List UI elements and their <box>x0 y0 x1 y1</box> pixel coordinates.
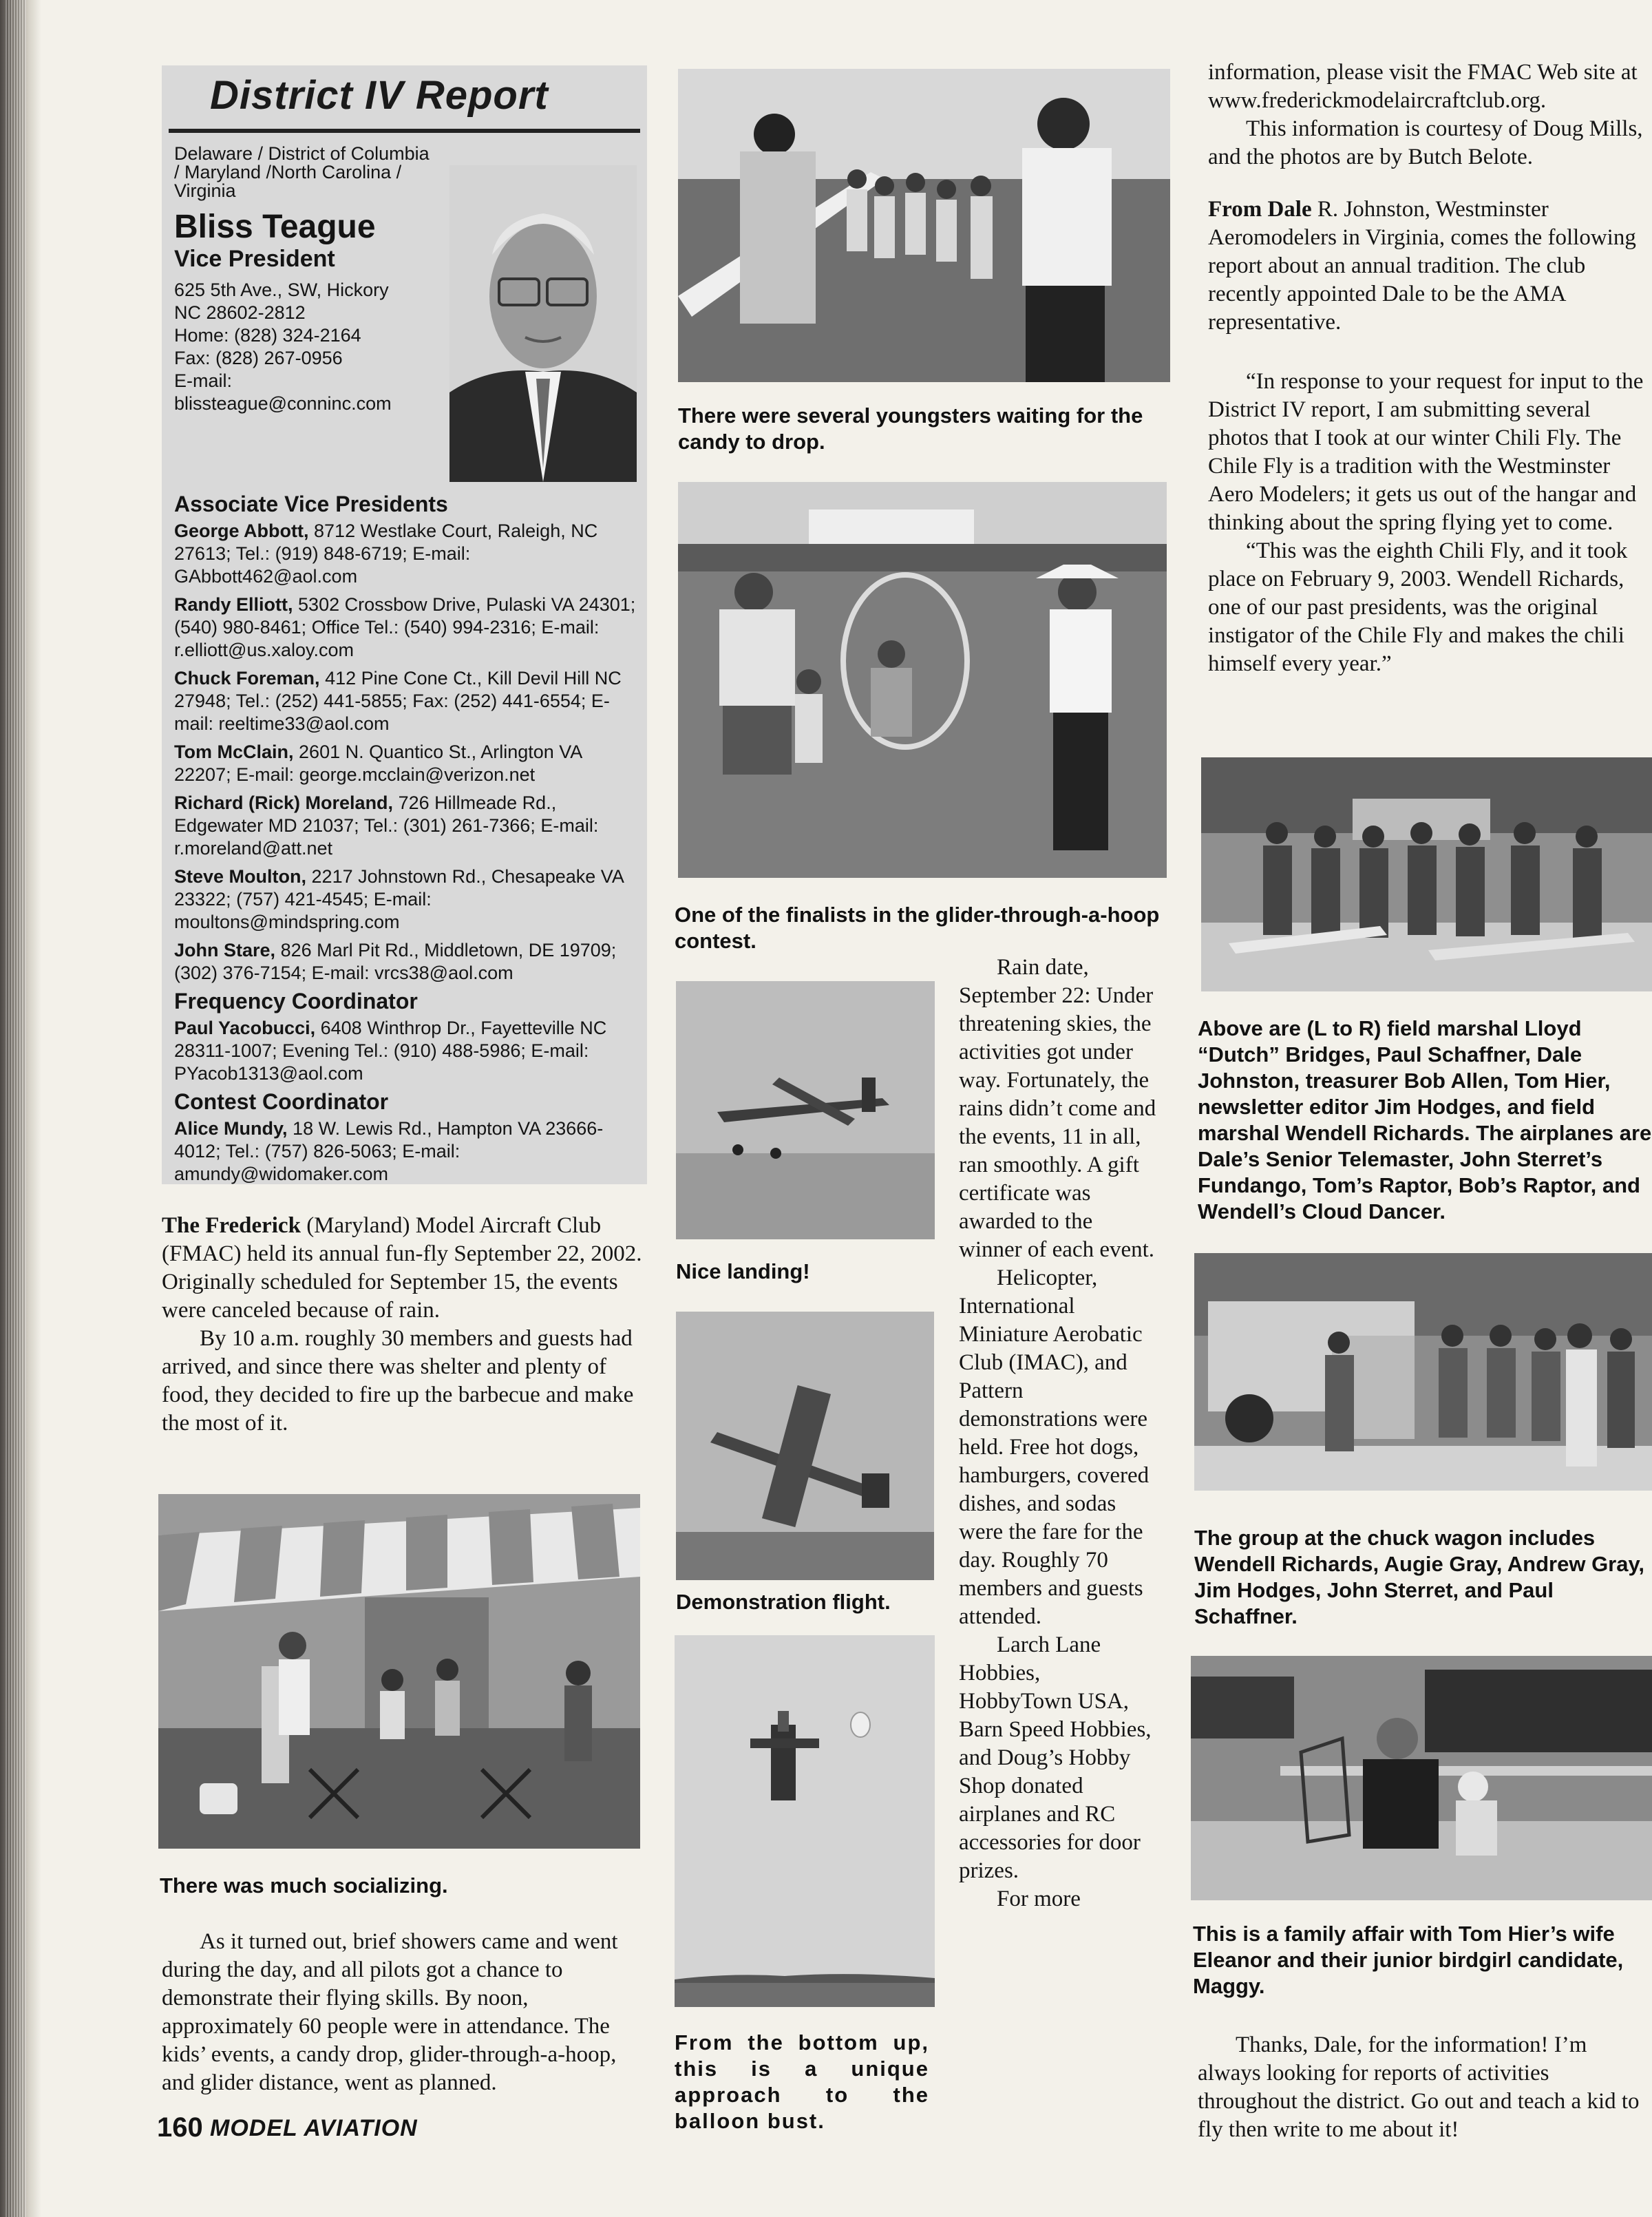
vice-president-title: Vice President <box>174 246 335 272</box>
photo-family-affair <box>1191 1656 1652 1900</box>
caption-youngsters: There were several youngsters waiting for the candy to drop. <box>678 403 1143 454</box>
caption-balloon: From the bottom up, this is a unique approach to the balloon bust. <box>675 2030 929 2133</box>
article-col1-continued: As it turned out, brief showers came and went during the day, and all pilots got a chance to demonstrate their flying skills. By noon, approximately 60 people were in attendance. The kids’ events, a candy drop, glider-through-a-hoop, and glider distance, went as planned. <box>162 1929 618 2095</box>
associate-heading: Associate Vice Presidents <box>174 492 448 516</box>
caption-group: Above are (L to R) field marshal Lloyd “Dutch” Bridges, Paul Schaffner, Dale Johnston, treasurer Bob Allen, Tom Hier, newsletter editor Jim Hodges, and field marshal Wendell Richards. The airplanes are Dale’s Senior Telemaster, John Sterret’s Fundango, Tom’s Raptor, Bob’s Raptor, and Wendell’s Cloud Dancer. <box>1198 1016 1652 1223</box>
article-col3-top: information, please visit the FMAC Web site at www.frederickmodelaircraftclub.org. This information is courtesy of Doug Mills, and the photos are by Butch Belote. From Dale R. Johnston, Westminster Aeromodelers in Virginia, comes the following report about an annual tradition. The club recently appointed Dale to be the AMA representative. “In response to your request for input to the District IV report, I am submitting several photos that I took at our winter Chili Fly. The Chile Fly is a tradition with the Westminster Aero Modelers; it gets us out of the hangar and thinking about the spring flying yet to come. “This was the eighth Chili Fly, and it took place on February 9, 2003. Wendell Richards, one of our past presidents, was the original instigator of the Chile Fly and makes the chili himself every year.” <box>1208 60 1644 676</box>
associate-entry: Randy Elliott, 5302 Crossbow Drive, Pulaski VA 24301; (540) 980-8461; Office Tel.: (540) 994-2316; E-mail: r.elliott@us.xaloy.com <box>174 594 636 660</box>
frequency-entry: Paul Yacobucci, 6408 Winthrop Dr., Fayetteville NC 28311-1007; Evening Tel.: (910) 488-5986; E-mail: PYacob1313@aol.com <box>174 1018 607 1084</box>
associate-entry: Tom McClain, 2601 N. Quantico St., Arlington VA 22207; E-mail: george.mcclain@verizon.net <box>174 742 582 785</box>
page-stack-lines <box>6 0 26 2217</box>
page-number: 160 <box>157 2112 203 2143</box>
contest-entry: Alice Mundy, 18 W. Lewis Rd., Hampton VA 23666-4012; Tel.: (757) 826-5063; E-mail: amundy@widomaker.com <box>174 1118 604 1184</box>
photo-tent-socializing <box>158 1494 640 1849</box>
caption-demo: Demonstration flight. <box>676 1590 891 1614</box>
vp-home-phone: Home: (828) 324-2164 <box>174 325 361 346</box>
vice-president-name: Bliss Teague <box>174 209 376 245</box>
article-intro: The Frederick (Maryland) Model Aircraft Club (FMAC) held its annual fun-fly September 22, 2002. Originally scheduled for September 15, the events were canceled because of rain. By 10 a.m. roughly 30 members and guests had arrived, and since there was shelter and plenty of food, they decided to fire up the barbecue and make the most of it. <box>162 1213 642 1436</box>
vp-email-label: E-mail: <box>174 370 233 391</box>
photo-chili-fly-group <box>1201 757 1652 991</box>
article-closing: Thanks, Dale, for the information! I’m always looking for reports of activities throughout the district. Go out and teach a kid to fly then write to me about it! <box>1198 2032 1640 2142</box>
vice-president-contact <box>174 279 449 415</box>
photo-nice-landing <box>676 981 935 1239</box>
vp-address: 625 5th Ave., SW, Hickory <box>174 280 389 300</box>
district-states: Delaware / District of Columbia / Maryland /North Carolina / Virginia <box>174 143 430 201</box>
vp-fax: Fax: (828) 267-0956 <box>174 348 343 368</box>
caption-landing: Nice landing! <box>676 1259 810 1283</box>
contest-heading: Contest Coordinator <box>174 1089 389 1114</box>
sidebar-rule <box>169 129 640 133</box>
vice-president-portrait <box>449 165 637 482</box>
sidebar-title: District IV Report <box>210 73 549 118</box>
photo-chuck-wagon <box>1194 1253 1652 1491</box>
photo-demo-flight <box>676 1312 934 1580</box>
photo-youngsters-waiting <box>678 69 1170 382</box>
associate-entry: Steve Moulton, 2217 Johnstown Rd., Chesapeake VA 23322; (757) 421-4545; E-mail: moultons@mindspring.com <box>174 866 624 932</box>
vp-email: blissteague@conninc.com <box>174 393 392 414</box>
associate-entry: Chuck Foreman, 412 Pine Cone Ct., Kill Devil Hill NC 27948; Tel.: (252) 441-5855; Fax: (252) 441-6554; E-mail: reeltime33@aol.com <box>174 668 622 734</box>
associate-entry: Richard (Rick) Moreland, 726 Hillmeade Rd., Edgewater MD 21037; Tel.: (301) 261-7366; E-mail: r.moreland@att.net <box>174 792 599 859</box>
associate-entry: George Abbott, 8712 Westlake Court, Raleigh, NC 27613; Tel.: (919) 848-6719; E-mail: GAbbott462@aol.com <box>174 521 598 587</box>
vp-city: NC 28602-2812 <box>174 302 306 323</box>
article-col2-narrow: Rain date, September 22: Under threatening skies, the activities got under way. Fortunately, the rains didn’t come and the events, 11 in all, ran smoothly. A gift certificate was awarded to the winner of each event. Helicopter, International Miniature Aerobatic Club (IMAC), and Pattern demonstrations were held. Free hot dogs, hamburgers, covered dishes, and sodas were the fare for the day. Roughly 70 members and guests attended. Larch Lane Hobbies, HobbyTown USA, Barn Speed Hobbies, and Doug’s Hobby Shop donated airplanes and RC accessories for door prizes. For more <box>959 955 1156 1911</box>
magazine-name: MODEL AVIATION <box>210 2115 418 2141</box>
caption-family: This is a family affair with Tom Hier’s wife Eleanor and their junior birdgirl candidate, Maggy. <box>1193 1922 1624 1998</box>
photo-glider-hoop <box>678 482 1167 878</box>
frequency-heading: Frequency Coordinator <box>174 989 418 1013</box>
sidebar-contacts <box>174 489 639 1191</box>
caption-wagon: The group at the chuck wagon includes Wendell Richards, Augie Gray, Andrew Gray, Jim Hodges, John Sterret, and Paul Schaffner. <box>1194 1526 1645 1628</box>
caption-socializing: There was much socializing. <box>160 1873 448 1898</box>
photo-balloon-bust <box>675 1635 935 2007</box>
associate-entry: John Stare, 826 Marl Pit Rd., Middletown, DE 19709; (302) 376-7154; E-mail: vrcs38@aol.com <box>174 940 617 983</box>
caption-hoop: One of the finalists in the glider-through-a-hoop contest. <box>675 903 1160 953</box>
district-sidebar <box>162 65 647 1184</box>
